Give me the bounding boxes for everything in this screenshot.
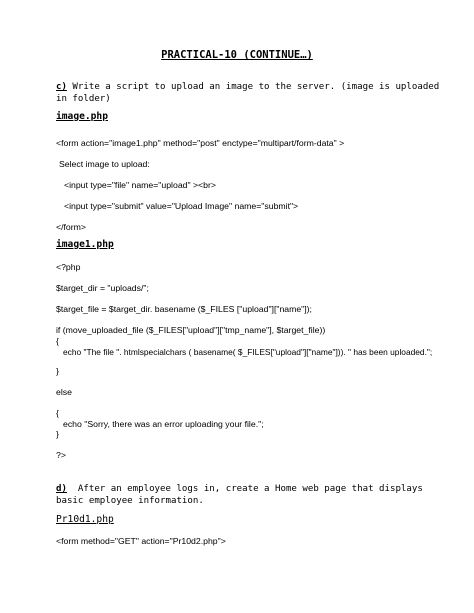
code-line: $target_dir = "uploads/"; — [56, 283, 149, 293]
code-line: if (move_uploaded_file ($_FILES["upload"]["tmp_name"], $target_file)) — [56, 325, 326, 335]
code-line: } — [56, 366, 59, 376]
code-line: Select image to upload: — [59, 159, 150, 169]
code-line: { — [56, 336, 59, 346]
file-heading-image1-php: image1.php — [56, 239, 114, 250]
code-line: else — [56, 387, 72, 397]
code-line: <form action="image1.php" method="post" enctype="multipart/form-data" > — [56, 138, 345, 148]
task-c-text: Write a script to upload an image to the server. (image is uploaded — [66, 82, 440, 92]
code-line: ?> — [56, 450, 66, 460]
code-line: <?php — [56, 262, 81, 272]
code-line: } — [56, 429, 59, 439]
file-heading-image-php: image.php — [56, 111, 108, 122]
file-heading-pr10d1-php: Pr10d1.php — [56, 514, 114, 525]
code-line: <form method="GET" action="Pr10d2.php"> — [56, 536, 226, 546]
task-d-text: After an employee logs in, create a Home web page that displays — [66, 484, 423, 494]
code-line: <input type="file" name="upload" ><br> — [64, 180, 216, 190]
code-line: echo "The file ". htmlspecialchars ( basename( $_FILES["upload"]["name"])). " has been uploaded."; — [63, 347, 433, 357]
code-line: echo "Sorry, there was an error uploading your file."; — [63, 419, 264, 429]
task-d-line1 — [56, 483, 423, 495]
code-line: </form> — [56, 222, 86, 232]
code-line: <input type="submit" value="Upload Image" name="submit"> — [64, 201, 299, 211]
task-c-marker: c) — [56, 82, 67, 92]
task-c-line1 — [56, 81, 439, 93]
task-d-marker: d) — [56, 484, 67, 494]
task-c-line2: in folder) — [56, 94, 111, 104]
task-d-line2: basic employee information. — [56, 496, 204, 506]
code-line: { — [56, 408, 59, 418]
code-line: $target_file = $target_dir. basename ($_FILES ["upload"]["name"]); — [56, 304, 312, 314]
page-title: PRACTICAL-10 (CONTINUE…) — [161, 49, 313, 61]
